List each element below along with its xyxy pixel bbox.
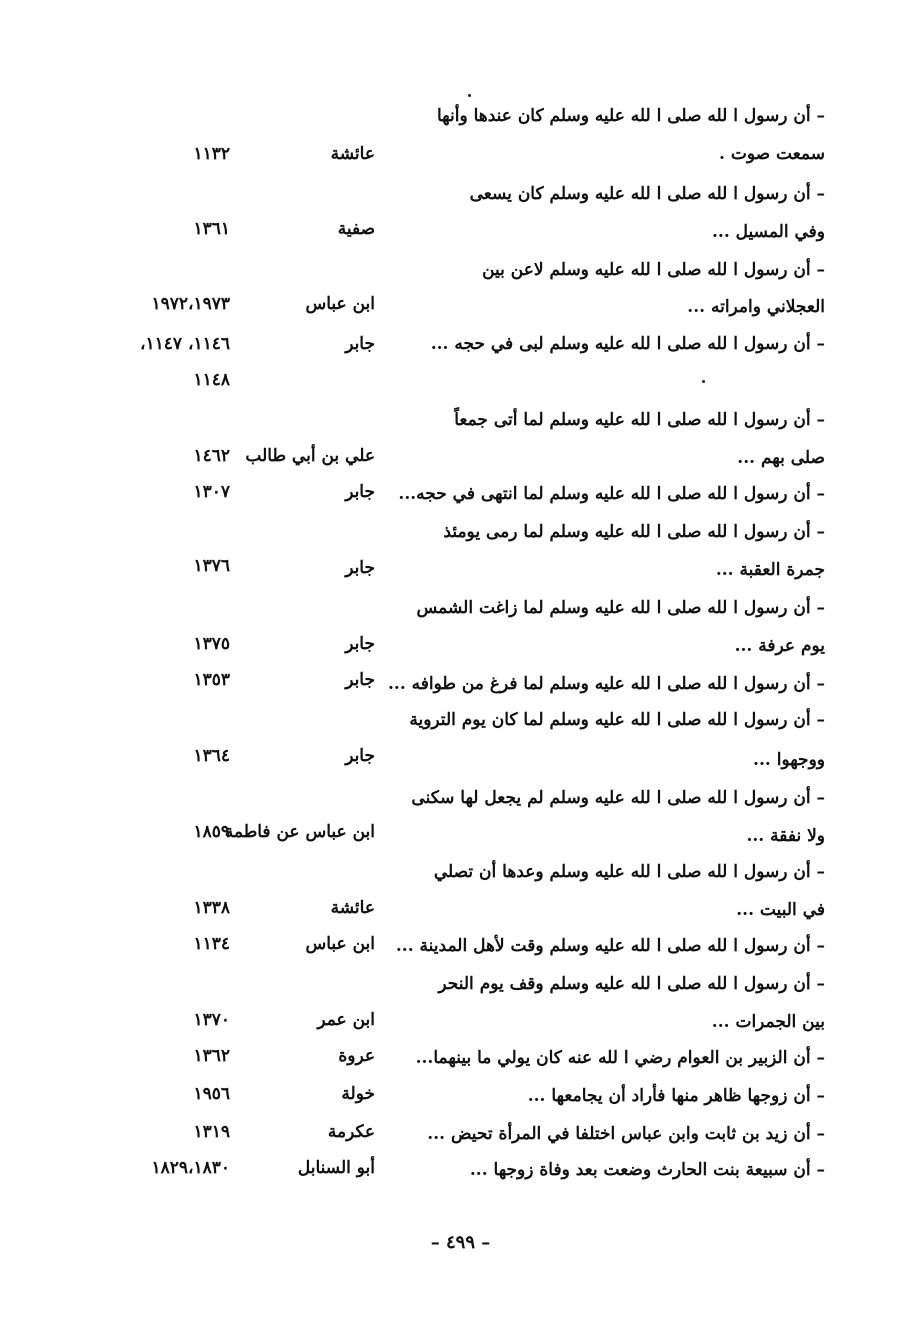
narrator: خولة <box>341 1084 375 1104</box>
hadith-line: – أن رسول ا لله صلى ا لله عليه وسلم لما فرغ من طوافه ... <box>387 674 825 694</box>
hadith-numbers: ١٨٢٩،١٨٣٠ <box>151 1158 230 1178</box>
hadith-numbers: ١١٣٤ <box>193 934 230 954</box>
speck-mark <box>702 380 705 383</box>
narrator: ابن عباس <box>305 934 375 954</box>
hadith-line: – أن رسول ا لله صلى ا لله عليه وسلم كان يسعى <box>469 184 825 204</box>
hadith-numbers: ١٣١٩ <box>193 1122 230 1142</box>
hadith-line: – أن رسول ا لله صلى ا لله عليه وسلم لما أتى جمعاً <box>454 410 825 430</box>
narrator: جابر <box>345 558 375 578</box>
narrator: جابر <box>345 670 375 690</box>
hadith-line: صلى بهم ... <box>737 448 825 468</box>
narrator: جابر <box>345 634 375 654</box>
hadith-numbers: ١٣٣٨ <box>193 898 230 918</box>
hadith-line: وفي المسيل ... <box>712 222 825 242</box>
hadith-numbers: ١٣٧٠ <box>193 1010 230 1030</box>
hadith-line: بين الجمرات ... <box>711 1012 825 1032</box>
hadith-line: – أن رسول ا لله صلى ا لله عليه وسلم لم يجعل لها سكنى <box>411 788 825 808</box>
hadith-line: – أن رسول ا لله صلى ا لله عليه وسلم وقف يوم النحر <box>438 974 825 994</box>
hadith-numbers: ١١٤٦، ١١٤٧، <box>140 334 230 354</box>
hadith-line: – أن رسول ا لله صلى ا لله عليه وسلم لما زاغت الشمس <box>416 598 825 618</box>
hadith-line: – أن رسول ا لله صلى ا لله عليه وسلم لما رمى يومئذ <box>443 522 825 542</box>
hadith-numbers-continued: ١١٤٨ <box>193 370 230 390</box>
hadith-line: العجلاني وامراته ... <box>687 297 825 317</box>
hadith-numbers: ١٣٦٢ <box>193 1046 230 1066</box>
hadith-line: – أن رسول ا لله صلى ا لله عليه وسلم وعدها أن تصلي <box>433 862 825 882</box>
hadith-line: – أن رسول ا لله صلى ا لله عليه وسلم كان عندها وأنها <box>436 106 825 126</box>
narrator: أبو السنابل <box>297 1158 375 1178</box>
hadith-numbers: ١١٣٢ <box>193 144 230 164</box>
hadith-line: جمرة العقبة ... <box>715 560 825 580</box>
hadith-line: في البيت ... <box>736 900 825 920</box>
hadith-numbers: ١٣٧٥ <box>193 634 230 654</box>
narrator: جابر <box>345 746 375 766</box>
hadith-line: – أن رسول ا لله صلى ا لله عليه وسلم لما كان يوم التروية <box>409 710 825 730</box>
narrator: عائشة <box>330 898 375 918</box>
hadith-numbers: ١٣٥٣ <box>193 670 230 690</box>
hadith-numbers: ١٩٥٦ <box>193 1084 230 1104</box>
hadith-numbers: ١٣٠٧ <box>193 482 230 502</box>
narrator: عائشة <box>330 144 375 164</box>
page-number: – ٤٩٩ – <box>430 1232 491 1253</box>
hadith-line: ولا نفقة ... <box>746 826 825 846</box>
hadith-line: – أن زيد بن ثابت وابن عباس اختلفا في المرأة تحيض ... <box>427 1124 825 1144</box>
hadith-numbers: ١٣٧٦ <box>193 556 230 576</box>
hadith-line: ووجهوا ... <box>753 750 825 770</box>
narrator: ابن عباس عن فاطمة <box>224 822 375 842</box>
narrator: عروة <box>338 1046 375 1066</box>
hadith-numbers: ١٣٦٤ <box>193 746 230 766</box>
narrator: علي بن أبي طالب <box>245 446 375 466</box>
hadith-line: – أن رسول ا لله صلى ا لله عليه وسلم لاعن بين <box>482 260 825 280</box>
hadith-numbers: ١٣٦١ <box>193 219 230 239</box>
hadith-line: – أن رسول ا لله صلى ا لله عليه وسلم لما انتهى في حجه... <box>398 484 825 504</box>
hadith-line: – أن رسول ا لله صلى ا لله عليه وسلم لبى في حجه ... <box>430 334 825 354</box>
narrator: صفية <box>337 219 375 239</box>
narrator: ابن عباس <box>305 294 375 314</box>
narrator: ابن عمر <box>317 1010 375 1030</box>
speck-mark <box>468 94 471 97</box>
hadith-numbers: ١٨٥٩ <box>193 822 230 842</box>
narrator: جابر <box>345 482 375 502</box>
hadith-line: سمعت صوت . <box>719 144 825 164</box>
hadith-numbers: ١٩٧٢،١٩٧٣ <box>151 294 230 314</box>
narrator: جابر <box>345 334 375 354</box>
hadith-line: – أن رسول ا لله صلى ا لله عليه وسلم وقت لأهل المدينة ... <box>395 936 825 956</box>
hadith-line: – أن سبيعة بنت الحارث وضعت بعد وفاة زوجها ... <box>469 1160 825 1180</box>
hadith-line: يوم عرفة ... <box>734 636 825 656</box>
hadith-line: – أن زوجها ظاهر منها فأراد أن يجامعها ... <box>527 1086 825 1106</box>
hadith-numbers: ١٤٦٢ <box>193 446 230 466</box>
hadith-line: – أن الزبير بن العوام رضي ا لله عنه كان يولي ما بينهما... <box>415 1048 825 1068</box>
narrator: عكرمة <box>327 1122 375 1142</box>
